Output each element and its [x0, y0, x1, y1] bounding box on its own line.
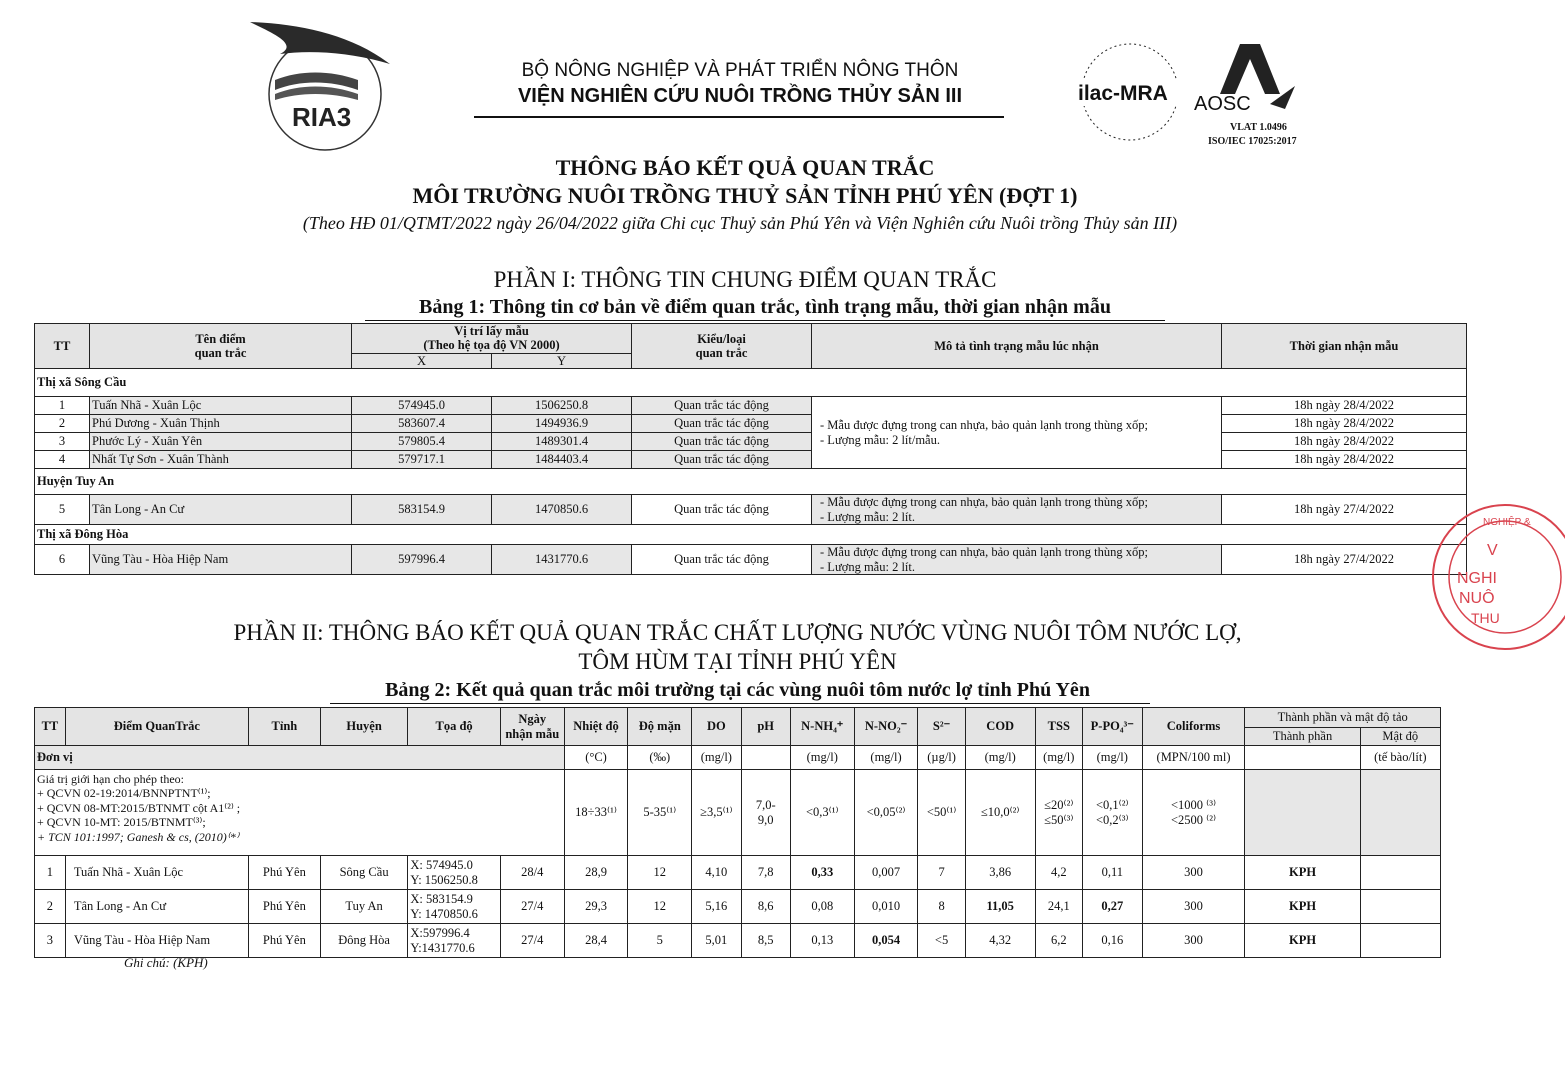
t2-unit-tss: (mg/l): [1035, 746, 1082, 770]
t1-cell-desc: - Mẫu được đựng trong can nhựa, bảo quản lạnh trong thùng xốp; - Lượng mẫu: 2 lít.: [812, 495, 1222, 525]
t2-header-algae-comp: Thành phần: [1245, 728, 1360, 746]
t2-cell-no2: 0,054: [854, 924, 918, 958]
t2-unit-nh4: (mg/l): [790, 746, 854, 770]
t2-limit-s: <50⁽¹⁾: [918, 770, 965, 856]
t2-limit-do: ≥3,5⁽¹⁾: [692, 770, 741, 856]
t2-unit-temp: (°C): [564, 746, 628, 770]
t2-cell-po4: 0,11: [1082, 856, 1142, 890]
t2-header-coord: Tọa độ: [408, 708, 501, 746]
t2-cell-coord: X: 574945.0 Y: 1506250.8: [408, 856, 501, 890]
t2-row: [35, 890, 1441, 924]
t1-row: [35, 397, 1467, 415]
t1-row: [35, 545, 1467, 575]
t1-cell-time: 18h ngày 27/4/2022: [1222, 545, 1467, 575]
t2-limit-po4: <0,1⁽²⁾ <0,2⁽³⁾: [1082, 770, 1142, 856]
t1-cell-name: Tuấn Nhã - Xuân Lộc: [90, 397, 352, 415]
t1-cell-name: Nhất Tự Sơn - Xuân Thành: [90, 451, 352, 469]
t2-cell-temp: 29,3: [564, 890, 628, 924]
t2-cell-date: 28/4: [500, 856, 564, 890]
t1-cell-desc-group1: - Mẫu được đựng trong can nhựa, bảo quản lạnh trong thùng xốp; - Lượng mẫu: 2 lít/mẫu.: [812, 397, 1222, 469]
t1-cell-type: Quan trắc tác động: [632, 397, 812, 415]
t2-limit-coli: <1000 ⁽³⁾ <2500 ⁽²⁾: [1142, 770, 1245, 856]
t2-header-tss: TSS: [1035, 708, 1082, 746]
t1-cell-name: Vũng Tàu - Hòa Hiệp Nam: [90, 545, 352, 575]
aosc-label: AOSC: [1194, 93, 1251, 115]
iso-code: ISO/IEC 17025:2017: [1208, 136, 1297, 147]
t2-unit-no2: (mg/l): [854, 746, 918, 770]
t1-header-desc: Mô tả tình trạng mẫu lúc nhận: [812, 324, 1222, 369]
header-underline: [474, 116, 1004, 118]
t1-cell-time: 18h ngày 28/4/2022: [1222, 397, 1467, 415]
t2-limits-row: [35, 770, 1441, 856]
t1-cell-y: 1494936.9: [492, 415, 632, 433]
t2-units-label: Đơn vị: [35, 746, 565, 770]
svg-text:NUÔ: NUÔ: [1459, 590, 1495, 607]
t2-cell-algae: KPH: [1245, 924, 1360, 958]
t2-unit-s: (µg/l): [918, 746, 965, 770]
t1-header-time: Thời gian nhận mẫu: [1222, 324, 1467, 369]
t1-cell-x: 579805.4: [352, 433, 492, 451]
t1-cell-tt: 6: [35, 545, 90, 575]
t2-cell-date: 27/4: [500, 890, 564, 924]
t2-cell-po4: 0,16: [1082, 924, 1142, 958]
t2-header-algae: Thành phần và mật độ tảo: [1245, 708, 1441, 728]
t1-cell-time: 18h ngày 28/4/2022: [1222, 451, 1467, 469]
t2-cell-province: Phú Yên: [248, 856, 320, 890]
t2-cell-s: 7: [918, 856, 965, 890]
t2-cell-po4: 0,27: [1082, 890, 1142, 924]
t2-header-do: DO: [692, 708, 741, 746]
t2-cell-temp: 28,4: [564, 924, 628, 958]
t2-unit-sal: (‰): [628, 746, 692, 770]
t2-cell-do: 5,16: [692, 890, 741, 924]
t2-unit-po4: (mg/l): [1082, 746, 1142, 770]
t1-cell-type: Quan trắc tác động: [632, 451, 812, 469]
t2-limit-ph: 7,0- 9,0: [741, 770, 790, 856]
t2-cell-s: <5: [918, 924, 965, 958]
institute-name: VIỆN NGHIÊN CỨU NUÔI TRỒNG THỦY SẢN III: [517, 85, 963, 107]
group-song-cau: Thị xã Sông Cầu: [35, 369, 1467, 397]
logo-left-text: RIA3: [292, 102, 352, 132]
t2-unit-algae-comp: [1245, 746, 1360, 770]
t1-cell-x: 583154.9: [352, 495, 492, 525]
t2-cell-sal: 12: [628, 890, 692, 924]
t2-header-po4: P-PO₄³⁻: [1082, 708, 1142, 746]
t2-cell-point: Tuấn Nhã - Xuân Lộc: [65, 856, 248, 890]
t2-header-s: S²⁻: [918, 708, 965, 746]
t2-cell-tt: 1: [35, 856, 66, 890]
t1-cell-time: 18h ngày 28/4/2022: [1222, 433, 1467, 451]
t2-limit-nh4: <0,3⁽¹⁾: [790, 770, 854, 856]
t2-header-coli: Coliforms: [1142, 708, 1245, 746]
t2-cell-ph: 7,8: [741, 856, 790, 890]
t2-cell-no2: 0,007: [854, 856, 918, 890]
svg-text:V: V: [1487, 542, 1498, 559]
t2-unit-do: (mg/l): [692, 746, 741, 770]
t2-unit-algae-den: (tế bào/lít): [1360, 746, 1440, 770]
t2-cell-tt: 3: [35, 924, 66, 958]
t1-cell-name: Tân Long - An Cư: [90, 495, 352, 525]
t1-cell-y: 1484403.4: [492, 451, 632, 469]
t2-cell-algae: KPH: [1245, 890, 1360, 924]
t2-cell-nh4: 0,13: [790, 924, 854, 958]
t2-unit-coli: (MPN/100 ml): [1142, 746, 1245, 770]
t2-cell-province: Phú Yên: [248, 890, 320, 924]
t1-cell-x: 574945.0: [352, 397, 492, 415]
part2-heading-line1: PHẦN II: THÔNG BÁO KẾT QUẢ QUAN TRẮC CHẤT LƯỢNG NƯỚC VÙNG NUÔI TÔM NƯỚC LỢ,: [233, 620, 1242, 645]
t2-unit-ph: [741, 746, 790, 770]
t2-row: [35, 856, 1441, 890]
t2-header-date: Ngày nhận mẫu: [500, 708, 564, 746]
t2-cell-point: Tân Long - An Cư: [65, 890, 248, 924]
t2-cell-coli: 300: [1142, 856, 1245, 890]
t2-cell-no2: 0,010: [854, 890, 918, 924]
t2-limit-sal: 5-35⁽¹⁾: [628, 770, 692, 856]
t1-cell-desc: - Mẫu được đựng trong can nhựa, bảo quản lạnh trong thùng xốp; - Lượng mẫu: 2 lít.: [812, 545, 1222, 575]
t1-cell-time: 18h ngày 28/4/2022: [1222, 415, 1467, 433]
t1-cell-tt: 3: [35, 433, 90, 451]
t1-cell-type: Quan trắc tác động: [632, 433, 812, 451]
t2-unit-cod: (mg/l): [965, 746, 1035, 770]
accreditation-logos: [1070, 34, 1310, 154]
svg-text:NGHIỆP &: NGHIỆP &: [1483, 517, 1531, 528]
t2-cell-cod: 11,05: [965, 890, 1035, 924]
t2-header-no2: N-NO₂⁻: [854, 708, 918, 746]
t2-cell-sal: 5: [628, 924, 692, 958]
t2-cell-ph: 8,5: [741, 924, 790, 958]
table1-title-underline: [365, 320, 1165, 321]
t2-cell-tt: 2: [35, 890, 66, 924]
t2-cell-ph: 8,6: [741, 890, 790, 924]
t2-limits-text: Giá trị giới hạn cho phép theo: + QCVN 02-19:2014/BNNPTNT⁽¹⁾; + QCVN 08-MT:2015/BTNMT cột A1⁽²⁾ ; + QCVN 10-MT: 2015/BTNMT⁽³⁾; + TCN 101:1997; Ganesh & cs, (2010)⁽*⁾: [35, 770, 565, 856]
t2-limit-algae-comp: [1245, 770, 1360, 856]
t2-header-sal: Độ mặn: [628, 708, 692, 746]
t1-cell-x: 583607.4: [352, 415, 492, 433]
t2-cell-nh4: 0,33: [790, 856, 854, 890]
t2-cell-date: 27/4: [500, 924, 564, 958]
table1: [34, 323, 1467, 575]
official-stamp: [1425, 495, 1565, 660]
t2-limit-algae-den: [1360, 770, 1440, 856]
t2-cell-province: Phú Yên: [248, 924, 320, 958]
t1-cell-name: Phú Dương - Xuân Thịnh: [90, 415, 352, 433]
t2-cell-algae-den: [1360, 890, 1440, 924]
report-subtitle: (Theo HĐ 01/QTMT/2022 ngày 26/04/2022 giữa Chi cục Thuỷ sản Phú Yên và Viện Nghiên cứu Nuôi trồng Thủy sản III): [302, 213, 1178, 233]
table2-title: Bảng 2: Kết quả quan trắc môi trường tại các vùng nuôi tôm nước lợ tỉnh Phú Yên: [385, 679, 1090, 701]
t1-row: [35, 415, 1467, 433]
t2-cell-algae: KPH: [1245, 856, 1360, 890]
t1-cell-tt: 1: [35, 397, 90, 415]
t2-cell-cod: 4,32: [965, 924, 1035, 958]
t2-limit-cod: ≤10,0⁽²⁾: [965, 770, 1035, 856]
t2-cell-sal: 12: [628, 856, 692, 890]
t2-limit-temp: 18÷33⁽¹⁾: [564, 770, 628, 856]
t2-cell-nh4: 0,08: [790, 890, 854, 924]
t1-row: [35, 451, 1467, 469]
part2-heading-line2: TÔM HÙM TẠI TỈNH PHÚ YÊN: [578, 649, 897, 674]
t2-cell-do: 5,01: [692, 924, 741, 958]
t2-header-tt: TT: [35, 708, 66, 746]
t2-cell-point: Vũng Tàu - Hòa Hiệp Nam: [65, 924, 248, 958]
t2-header-province: Tỉnh: [248, 708, 320, 746]
t1-header-x: X: [352, 353, 492, 368]
t1-cell-x: 597996.4: [352, 545, 492, 575]
t2-cell-coli: 300: [1142, 890, 1245, 924]
t1-header-position: Vị trí lấy mẫu (Theo hệ tọa độ VN 2000): [352, 324, 632, 354]
t1-cell-type: Quan trắc tác động: [632, 495, 812, 525]
report-title-line2: MÔI TRƯỜNG NUÔI TRỒNG THUỶ SẢN TỈNH PHÚ YÊN (ĐỢT 1): [412, 183, 1078, 208]
t1-cell-time: 18h ngày 27/4/2022: [1222, 495, 1467, 525]
t1-cell-tt: 5: [35, 495, 90, 525]
table1-title: Bảng 1: Thông tin cơ bản về điểm quan trắc, tình trạng mẫu, thời gian nhận mẫu: [419, 296, 1111, 318]
t2-cell-algae-den: [1360, 856, 1440, 890]
t2-cell-district: Sông Cầu: [320, 856, 407, 890]
part1-heading: PHẦN I: THÔNG TIN CHUNG ĐIỂM QUAN TRẮC: [493, 267, 997, 292]
report-title-line1: THÔNG BÁO KẾT QUẢ QUAN TRẮC: [555, 155, 935, 180]
t2-cell-district: Đông Hòa: [320, 924, 407, 958]
t1-row: [35, 495, 1467, 525]
svg-text:NGHI: NGHI: [1457, 570, 1497, 587]
t2-cell-temp: 28,9: [564, 856, 628, 890]
ilac-mra-label: ilac-MRA: [1078, 82, 1168, 105]
t1-header-tt: TT: [35, 324, 90, 369]
t1-header-y: Y: [492, 353, 632, 368]
t1-cell-y: 1489301.4: [492, 433, 632, 451]
t2-cell-do: 4,10: [692, 856, 741, 890]
t1-cell-x: 579717.1: [352, 451, 492, 469]
t2-header-cod: COD: [965, 708, 1035, 746]
t1-cell-type: Quan trắc tác động: [632, 415, 812, 433]
t2-cell-coli: 300: [1142, 924, 1245, 958]
t2-cell-coord: X: 583154.9 Y: 1470850.6: [408, 890, 501, 924]
group-dong-hoa: Thị xã Đông Hòa: [35, 525, 1467, 545]
t2-cell-algae-den: [1360, 924, 1440, 958]
t2-cell-coord: X:597996.4 Y:1431770.6: [408, 924, 501, 958]
t1-cell-y: 1506250.8: [492, 397, 632, 415]
t2-cell-s: 8: [918, 890, 965, 924]
svg-text:THU: THU: [1471, 610, 1500, 626]
t2-header-nh4: N-NH₄⁺: [790, 708, 854, 746]
t2-limit-tss: ≤20⁽²⁾ ≤50⁽³⁾: [1035, 770, 1082, 856]
table2: [34, 707, 1441, 958]
table2-title-underline: [330, 703, 1150, 704]
t2-row: [35, 924, 1441, 958]
t2-cell-tss: 6,2: [1035, 924, 1082, 958]
t1-cell-type: Quan trắc tác động: [632, 545, 812, 575]
ria3-logo: [240, 14, 410, 154]
footnote: Ghi chú: (KPH): [124, 955, 208, 970]
t2-units-row: [35, 746, 1441, 770]
t2-header-algae-den: Mật độ: [1360, 728, 1440, 746]
t1-header-name: Tên điểm quan trắc: [90, 324, 352, 369]
t2-header-point: Điểm QuanTrắc: [65, 708, 248, 746]
group-tuy-an: Huyện Tuy An: [35, 469, 1467, 495]
t2-header-temp: Nhiệt độ: [564, 708, 628, 746]
t1-cell-tt: 4: [35, 451, 90, 469]
t1-cell-tt: 2: [35, 415, 90, 433]
vilat-code: VLAT 1.0496: [1230, 122, 1287, 133]
t1-cell-name: Phước Lý - Xuân Yên: [90, 433, 352, 451]
t2-header-district: Huyện: [320, 708, 407, 746]
t2-cell-tss: 24,1: [1035, 890, 1082, 924]
t1-row: [35, 433, 1467, 451]
t2-cell-district: Tuy An: [320, 890, 407, 924]
t1-cell-y: 1431770.6: [492, 545, 632, 575]
t1-header-type: Kiểu/loại quan trắc: [632, 324, 812, 369]
t2-header-ph: pH: [741, 708, 790, 746]
t2-limit-no2: <0,05⁽²⁾: [854, 770, 918, 856]
ministry-name: BỘ NÔNG NGHIỆP VÀ PHÁT TRIỂN NÔNG THÔN: [521, 60, 959, 81]
t1-cell-y: 1470850.6: [492, 495, 632, 525]
t2-cell-tss: 4,2: [1035, 856, 1082, 890]
t2-cell-cod: 3,86: [965, 856, 1035, 890]
